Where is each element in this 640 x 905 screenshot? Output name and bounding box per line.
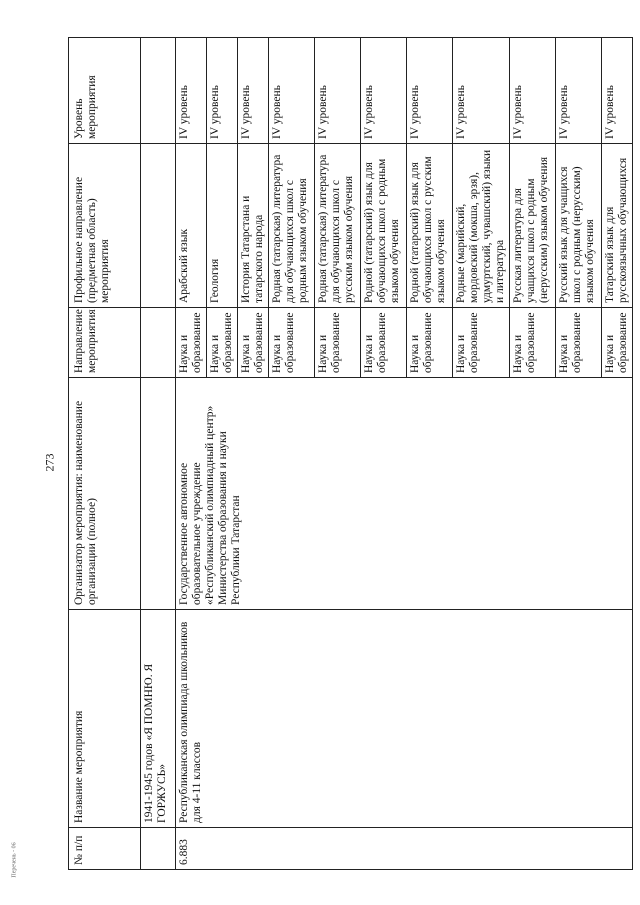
- header-profile: Профильное направление (предметная область) мероприятия: [69, 144, 141, 308]
- prev-lvl-cell: [141, 38, 176, 144]
- event-num-cell: 6.883: [176, 828, 633, 870]
- profile-cell: Русская литература для учащихся школ с родным (нерусским) языком обучения: [510, 144, 556, 308]
- rotated-table-container: [68, 38, 629, 870]
- prev-org-cell: [141, 378, 176, 610]
- page-number: 273: [42, 453, 57, 471]
- profile-cell: Татарский язык для русскоязычных обучающихся: [602, 144, 633, 308]
- direction-cell: Наука и образование: [238, 308, 269, 378]
- table-row: [176, 38, 207, 870]
- profile-cell: История Татарстана и татарского народа: [238, 144, 269, 308]
- level-cell: IV уровень: [510, 38, 556, 144]
- table-header-row: [69, 38, 141, 870]
- prev-dir-cell: [141, 308, 176, 378]
- direction-cell: Наука и образование: [602, 308, 633, 378]
- level-cell: IV уровень: [269, 38, 315, 144]
- profile-cell: Родной (татарский) язык для обучающихся школ с родным языком обучения: [361, 144, 407, 308]
- profile-cell: Арабский язык: [176, 144, 207, 308]
- direction-cell: Наука и образование: [269, 308, 315, 378]
- direction-cell: Наука и образование: [407, 308, 453, 378]
- profile-cell: Родная (татарская) литература для обучающихся школ с родным языком обучения: [269, 144, 315, 308]
- direction-cell: Наука и образование: [361, 308, 407, 378]
- direction-cell: Наука и образование: [176, 308, 207, 378]
- prev-name-cell: 1941-1945 годов «Я ПОМНЮ. Я ГОРЖУСЬ»: [141, 610, 176, 828]
- event-name-cell: Республиканская олимпиада школьников для 4-11 классов: [176, 610, 633, 828]
- level-cell: IV уровень: [176, 38, 207, 144]
- direction-cell: Наука и образование: [510, 308, 556, 378]
- direction-cell: Наука и образование: [453, 308, 510, 378]
- level-cell: IV уровень: [361, 38, 407, 144]
- prev-num-cell: [141, 828, 176, 870]
- level-cell: IV уровень: [207, 38, 238, 144]
- header-level: Уровень мероприятия: [69, 38, 141, 144]
- profile-cell: Родная (татарская) литература для обучающихся школ с русским языком обучения: [315, 144, 361, 308]
- level-cell: IV уровень: [238, 38, 269, 144]
- events-table: [68, 37, 633, 870]
- header-name: Название мероприятия: [69, 610, 141, 828]
- event-organizer-cell: Государственное автономное образовательное учреждение «Республиканский олимпиадный центр» Министерства образования и науки Республики Татарстан: [176, 378, 633, 610]
- direction-cell: Наука и образование: [315, 308, 361, 378]
- prev-prof-cell: [141, 144, 176, 308]
- header-direction: Направление мероприятия: [69, 308, 141, 378]
- profile-cell: Русский язык для учащихся школ с родным (нерусским) языком обучения: [556, 144, 602, 308]
- direction-cell: Наука и образование: [556, 308, 602, 378]
- header-num: № п/п: [69, 828, 141, 870]
- level-cell: IV уровень: [315, 38, 361, 144]
- profile-cell: Родные (марийский, мордовский (мокша, эрзя), удмуртский, чувашский) языки и литература: [453, 144, 510, 308]
- level-cell: IV уровень: [602, 38, 633, 144]
- level-cell: IV уровень: [453, 38, 510, 144]
- level-cell: IV уровень: [407, 38, 453, 144]
- profile-cell: Родной (татарский) язык для обучающихся школ с русским языком обучения: [407, 144, 453, 308]
- profile-cell: Геология: [207, 144, 238, 308]
- header-organizer: Организатор мероприятия: наименование организации (полное): [69, 378, 141, 610]
- event-rows: [176, 38, 633, 870]
- direction-cell: Наука и образование: [207, 308, 238, 378]
- level-cell: IV уровень: [556, 38, 602, 144]
- previous-event-row: [141, 38, 176, 870]
- footer-note: Перечень - 06: [12, 842, 19, 878]
